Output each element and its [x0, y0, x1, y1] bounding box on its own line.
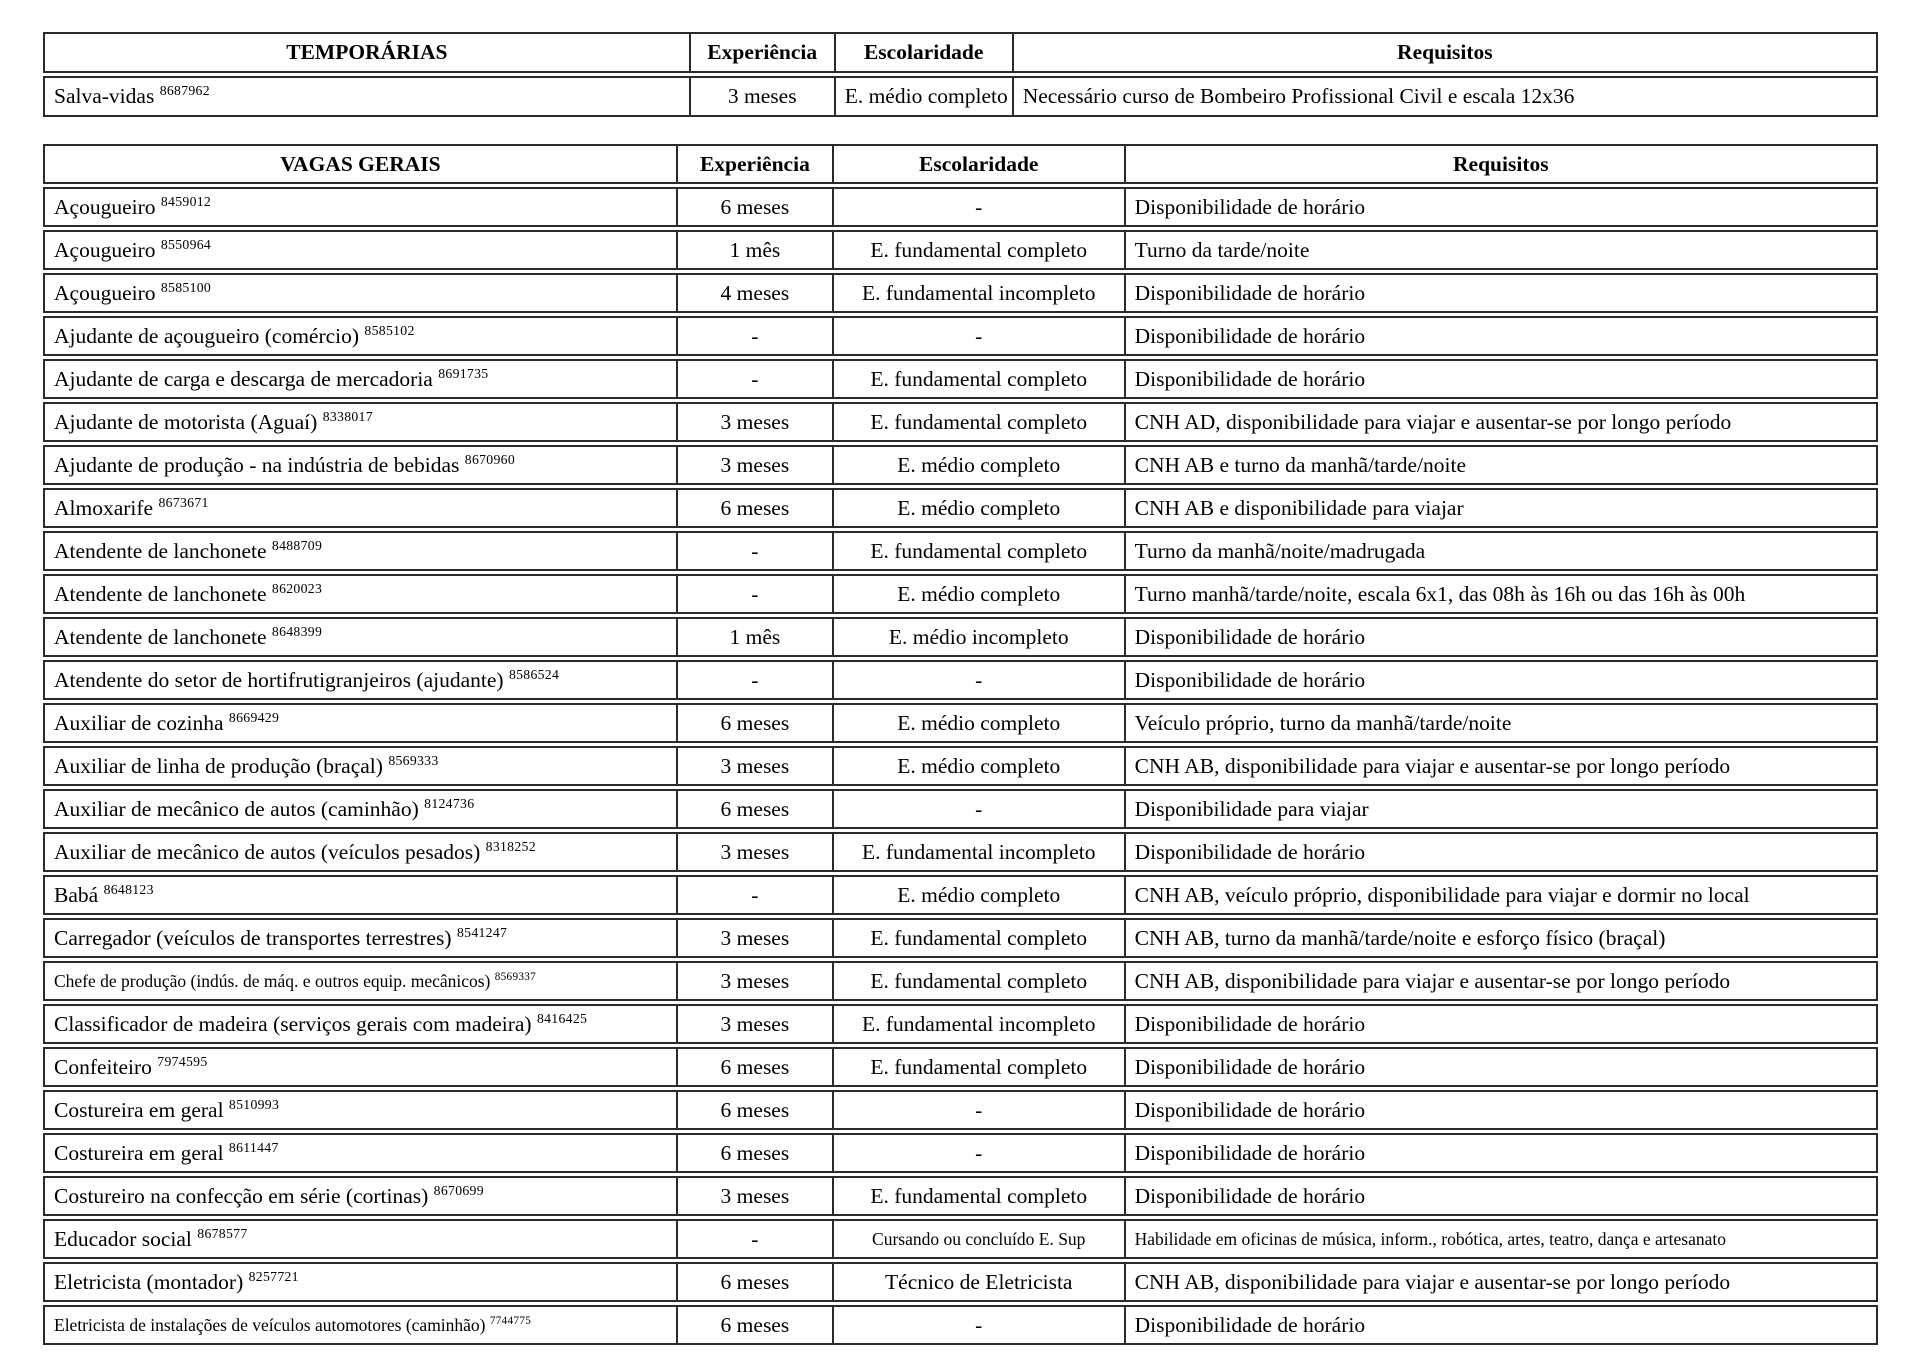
job-title-cell: Atendente de lanchonete $^{8648399}$: [43, 617, 678, 657]
job-code: 8338017: [322, 408, 373, 424]
education-cell: E. fundamental completo: [834, 402, 1126, 442]
column-header: Experiência: [678, 144, 834, 184]
column-header: Escolaridade: [834, 144, 1126, 184]
education-cell: -: [834, 187, 1126, 227]
requirements-cell: CNH AB, disponibilidade para viajar e ausentar-se por longo período: [1126, 746, 1878, 786]
general-jobs-table: [43, 141, 1878, 1348]
requirements-cell: CNH AB, veículo próprio, disponibilidade para viajar e dormir no local: [1126, 875, 1878, 915]
job-code: 8318252: [485, 838, 536, 854]
education-cell: E. fundamental completo: [834, 230, 1126, 270]
experience-cell: 4 meses: [678, 273, 834, 313]
job-code: 8585100: [160, 279, 212, 295]
education-cell: E. médio completo: [834, 574, 1126, 614]
job-row: [43, 660, 1878, 700]
job-title-cell: Açougueiro $^{8459012}$: [43, 187, 678, 227]
table-title: VAGAS GERAIS: [43, 144, 678, 184]
header-row: [43, 32, 1878, 73]
job-code: 8459012: [160, 193, 212, 209]
job-code: 7744775: [489, 1314, 532, 1327]
education-cell: E. fundamental completo: [834, 531, 1126, 571]
education-cell: E. fundamental incompleto: [834, 832, 1126, 872]
requirements-cell: Veículo próprio, turno da manhã/tarde/noite: [1126, 703, 1878, 743]
experience-cell: 6 meses: [678, 789, 834, 829]
job-row: [43, 789, 1878, 829]
job-row: [43, 918, 1878, 958]
requirements-cell: Turno da manhã/noite/madrugada: [1126, 531, 1878, 571]
requirements-cell: CNH AB e turno da manhã/tarde/noite: [1126, 445, 1878, 485]
job-row: [43, 703, 1878, 743]
requirements-cell: CNH AB e disponibilidade para viajar: [1126, 488, 1878, 528]
education-cell: Técnico de Eletricista: [834, 1262, 1126, 1302]
education-cell: -: [834, 660, 1126, 700]
experience-cell: 1 mês: [678, 617, 834, 657]
education-cell: E. fundamental incompleto: [834, 273, 1126, 313]
requirements-cell: Necessário curso de Bombeiro Profissional Civil e escala 12x36: [1014, 76, 1878, 117]
education-cell: E. médio completo: [834, 746, 1126, 786]
experience-cell: -: [678, 875, 834, 915]
experience-cell: 3 meses: [678, 445, 834, 485]
column-header: Experiência: [691, 32, 836, 73]
job-code: 8585102: [364, 322, 415, 338]
requirements-cell: CNH AB, turno da manhã/tarde/noite e esforço físico (braçal): [1126, 918, 1878, 958]
education-cell: -: [834, 1133, 1126, 1173]
experience-cell: 6 meses: [678, 488, 834, 528]
experience-cell: -: [678, 660, 834, 700]
column-header: Escolaridade: [836, 32, 1014, 73]
job-code: 8670960: [464, 451, 515, 467]
requirements-cell: Disponibilidade de horário: [1126, 660, 1878, 700]
job-title-cell: Chefe de produção (indús. de máq. e outros equip. mecânicos) $^{8569337}$: [43, 961, 678, 1001]
job-code: 8541247: [456, 924, 508, 940]
experience-cell: 6 meses: [678, 1090, 834, 1130]
job-title-cell: Confeiteiro $^{7974595}$: [43, 1047, 678, 1087]
job-code: 8124736: [424, 795, 475, 811]
experience-cell: 3 meses: [678, 918, 834, 958]
requirements-cell: CNH AD, disponibilidade para viajar e ausentar-se por longo período: [1126, 402, 1878, 442]
job-code: 8678577: [197, 1225, 248, 1241]
requirements-cell: Turno manhã/tarde/noite, escala 6x1, das 08h às 16h ou das 16h às 00h: [1126, 574, 1878, 614]
job-title-cell: Almoxarife $^{8673671}$: [43, 488, 678, 528]
job-row: [43, 1133, 1878, 1173]
job-code: 8620023: [271, 580, 323, 596]
requirements-cell: CNH AB, disponibilidade para viajar e ausentar-se por longo período: [1126, 961, 1878, 1001]
job-code: 8669429: [228, 709, 280, 725]
requirements-cell: Disponibilidade de horário: [1126, 316, 1878, 356]
job-row: [43, 76, 1878, 117]
job-row: [43, 488, 1878, 528]
experience-cell: 6 meses: [678, 1262, 834, 1302]
education-cell: E. médio completo: [834, 488, 1126, 528]
requirements-cell: Disponibilidade de horário: [1126, 1133, 1878, 1173]
requirements-cell: Disponibilidade de horário: [1126, 187, 1878, 227]
requirements-cell: Disponibilidade de horário: [1126, 359, 1878, 399]
requirements-cell: Disponibilidade de horário: [1126, 1090, 1878, 1130]
job-title-cell: Carregador (veículos de transportes terrestres) $^{8541247}$: [43, 918, 678, 958]
experience-cell: -: [678, 531, 834, 571]
requirements-cell: CNH AB, disponibilidade para viajar e ausentar-se por longo período: [1126, 1262, 1878, 1302]
job-row: [43, 531, 1878, 571]
job-code: 8673671: [158, 494, 209, 510]
requirements-cell: Disponibilidade de horário: [1126, 1176, 1878, 1216]
job-row: [43, 1219, 1878, 1259]
job-code: 8569337: [494, 970, 537, 983]
job-title-cell: Açougueiro $^{8585100}$: [43, 273, 678, 313]
education-cell: E. fundamental completo: [834, 961, 1126, 1001]
education-cell: -: [834, 1090, 1126, 1130]
table-title: TEMPORÁRIAS: [43, 32, 691, 73]
job-code: 8257721: [248, 1268, 299, 1284]
experience-cell: 3 meses: [678, 961, 834, 1001]
education-cell: E. médio completo: [834, 703, 1126, 743]
job-title-cell: Atendente de lanchonete $^{8488709}$: [43, 531, 678, 571]
job-row: [43, 1176, 1878, 1216]
experience-cell: 1 mês: [678, 230, 834, 270]
experience-cell: 3 meses: [678, 746, 834, 786]
job-row: [43, 961, 1878, 1001]
job-code: 7974595: [157, 1053, 208, 1069]
experience-cell: 6 meses: [678, 703, 834, 743]
requirements-cell: Turno da tarde/noite: [1126, 230, 1878, 270]
education-cell: E. médio completo: [836, 76, 1014, 117]
education-cell: E. fundamental completo: [834, 918, 1126, 958]
requirements-cell: Disponibilidade de horário: [1126, 832, 1878, 872]
job-code: 8550964: [160, 236, 212, 252]
job-row: [43, 1090, 1878, 1130]
experience-cell: 6 meses: [678, 187, 834, 227]
education-cell: E. médio incompleto: [834, 617, 1126, 657]
job-title-cell: Açougueiro $^{8550964}$: [43, 230, 678, 270]
requirements-cell: Habilidade em oficinas de música, inform., robótica, artes, teatro, dança e artesanato: [1126, 1219, 1878, 1259]
experience-cell: -: [678, 316, 834, 356]
job-title-cell: Babá $^{8648123}$: [43, 875, 678, 915]
requirements-cell: Disponibilidade de horário: [1126, 273, 1878, 313]
job-row: [43, 445, 1878, 485]
requirements-cell: Disponibilidade para viajar: [1126, 789, 1878, 829]
education-cell: -: [834, 1305, 1126, 1345]
job-title-cell: Atendente de lanchonete $^{8620023}$: [43, 574, 678, 614]
job-code: 8611447: [228, 1139, 279, 1155]
job-row: [43, 359, 1878, 399]
job-row: [43, 1004, 1878, 1044]
job-title-cell: Ajudante de açougueiro (comércio) $^{8585102}$: [43, 316, 678, 356]
column-header: Requisitos: [1126, 144, 1878, 184]
temporary-jobs-table: [43, 29, 1878, 120]
education-cell: -: [834, 316, 1126, 356]
job-title-cell: Auxiliar de linha de produção (braçal) $^{8569333}$: [43, 746, 678, 786]
experience-cell: 3 meses: [678, 1004, 834, 1044]
job-row: [43, 1305, 1878, 1345]
experience-cell: 3 meses: [691, 76, 836, 117]
experience-cell: 3 meses: [678, 832, 834, 872]
experience-cell: 3 meses: [678, 1176, 834, 1216]
experience-cell: -: [678, 1219, 834, 1259]
experience-cell: 6 meses: [678, 1305, 834, 1345]
job-title-cell: Atendente do setor de hortifrutigranjeiros (ajudante) $^{8586524}$: [43, 660, 678, 700]
experience-cell: 6 meses: [678, 1133, 834, 1173]
job-title-cell: Eletricista de instalações de veículos automotores (caminhão) $^{7744775}$: [43, 1305, 678, 1345]
education-cell: E. fundamental incompleto: [834, 1004, 1126, 1044]
job-title-cell: Ajudante de motorista (Aguaí) $^{8338017}$: [43, 402, 678, 442]
job-title-cell: Salva-vidas $^{8687962}$: [43, 76, 691, 117]
job-row: [43, 617, 1878, 657]
job-code: 8569333: [388, 752, 439, 768]
job-row: [43, 316, 1878, 356]
job-row: [43, 1262, 1878, 1302]
education-cell: E. fundamental completo: [834, 1176, 1126, 1216]
requirements-cell: Disponibilidade de horário: [1126, 617, 1878, 657]
job-title-cell: Auxiliar de mecânico de autos (veículos pesados) $^{8318252}$: [43, 832, 678, 872]
education-cell: -: [834, 789, 1126, 829]
job-code: 8648123: [103, 881, 154, 897]
job-title-cell: Educador social $^{8678577}$: [43, 1219, 678, 1259]
education-cell: E. médio completo: [834, 875, 1126, 915]
experience-cell: -: [678, 359, 834, 399]
job-title-cell: Eletricista (montador) $^{8257721}$: [43, 1262, 678, 1302]
job-title-cell: Auxiliar de mecânico de autos (caminhão) $^{8124736}$: [43, 789, 678, 829]
job-row: [43, 187, 1878, 227]
job-title-cell: Auxiliar de cozinha $^{8669429}$: [43, 703, 678, 743]
job-code: 8488709: [271, 537, 323, 553]
job-row: [43, 1047, 1878, 1087]
experience-cell: -: [678, 574, 834, 614]
job-row: [43, 875, 1878, 915]
job-title-cell: Classificador de madeira (serviços gerais com madeira) $^{8416425}$: [43, 1004, 678, 1044]
job-title-cell: Costureira em geral $^{8510993}$: [43, 1090, 678, 1130]
job-title-cell: Costureira em geral $^{8611447}$: [43, 1133, 678, 1173]
requirements-cell: Disponibilidade de horário: [1126, 1047, 1878, 1087]
job-code: 8691735: [438, 365, 489, 381]
education-cell: E. fundamental completo: [834, 1047, 1126, 1087]
job-row: [43, 832, 1878, 872]
job-row: [43, 746, 1878, 786]
job-row: [43, 402, 1878, 442]
job-code: 8586524: [508, 666, 560, 682]
experience-cell: 6 meses: [678, 1047, 834, 1087]
job-row: [43, 230, 1878, 270]
job-code: 8687962: [159, 82, 210, 98]
job-title-cell: Costureiro na confecção em série (cortinas) $^{8670699}$: [43, 1176, 678, 1216]
job-row: [43, 273, 1878, 313]
job-code: 8670699: [433, 1182, 484, 1198]
job-code: 8510993: [228, 1096, 280, 1112]
job-code: 8648399: [271, 623, 323, 639]
education-cell: E. médio completo: [834, 445, 1126, 485]
education-cell: E. fundamental completo: [834, 359, 1126, 399]
job-code: 8416425: [536, 1010, 588, 1026]
job-title-cell: Ajudante de produção - na indústria de bebidas $^{8670960}$: [43, 445, 678, 485]
column-header: Requisitos: [1014, 32, 1878, 73]
requirements-cell: Disponibilidade de horário: [1126, 1305, 1878, 1345]
job-title-cell: Ajudante de carga e descarga de mercadoria $^{8691735}$: [43, 359, 678, 399]
experience-cell: 3 meses: [678, 402, 834, 442]
job-row: [43, 574, 1878, 614]
header-row: [43, 144, 1878, 184]
education-cell: Cursando ou concluído E. Sup: [834, 1219, 1126, 1259]
requirements-cell: Disponibilidade de horário: [1126, 1004, 1878, 1044]
tables-container: [43, 29, 1878, 1348]
